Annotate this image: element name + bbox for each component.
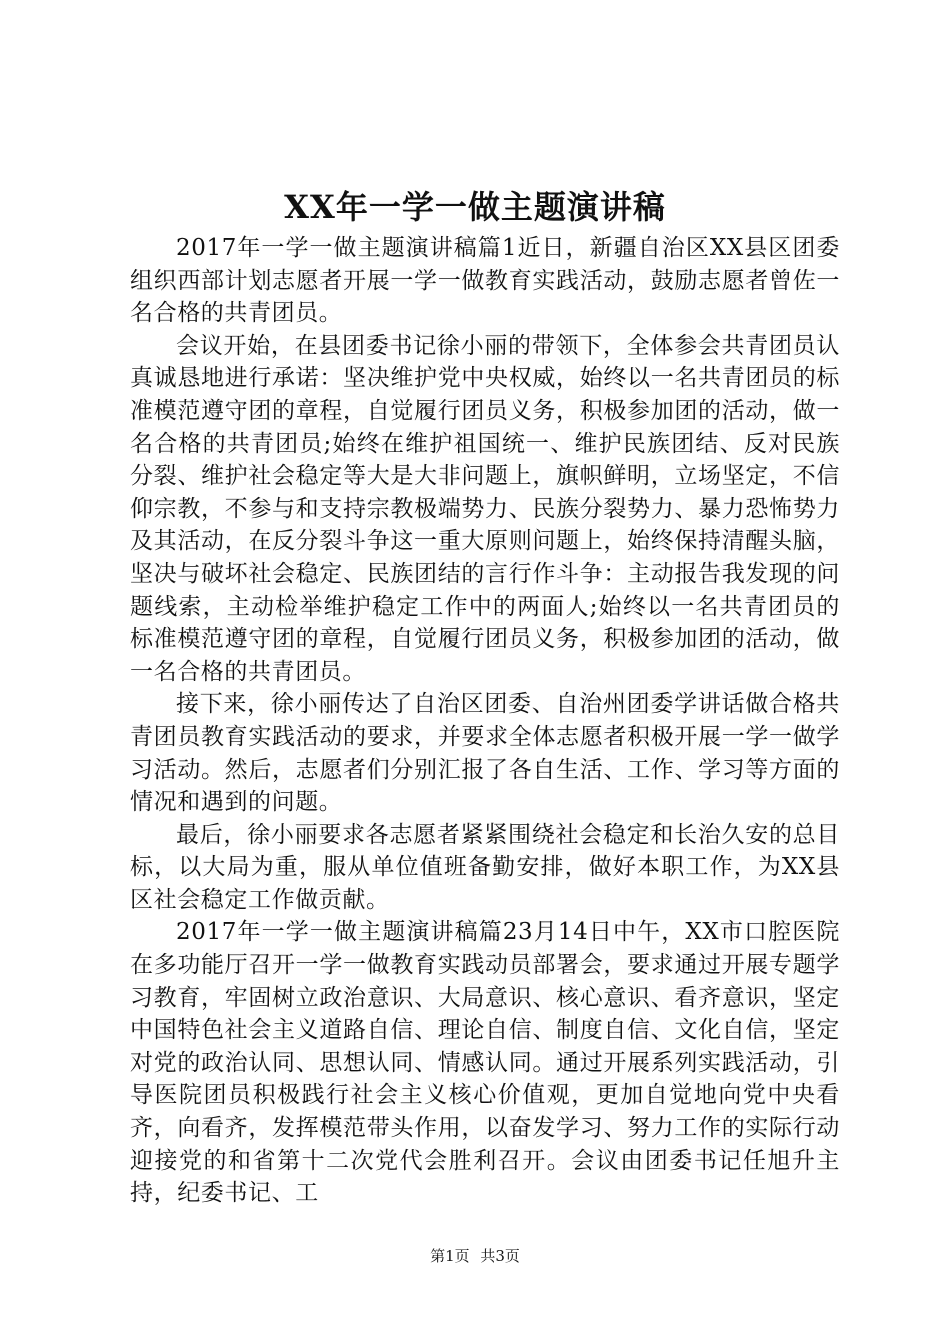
paragraph-1: 2017年一学一做主题演讲稿篇1近日，新疆自治区XX县区团委组织西部计划志愿者开展一学一做教育实践活动，鼓励志愿者曾佐一名合格的共青团员。 <box>130 235 840 327</box>
page-footer <box>0 1244 950 1268</box>
paragraph-3: 接下来，徐小丽传达了自治区团委、自治州团委学讲话做合格共青团员教育实践活动的要求，并要求全体志愿者积极开展一学一做学习活动。然后，志愿者们分别汇报了各自生活、工作、学习等方面的情况和遇到的问题。 <box>130 691 840 816</box>
page-number: 第1页 <box>430 1247 470 1265</box>
document-body <box>130 232 840 1210</box>
page-title: XX年一学一做主题演讲稿 <box>284 188 666 226</box>
paragraph-5: 2017年一学一做主题演讲稿篇23月14日中午，XX市口腔医院在多功能厅召开一学一做教育实践动员部署会，要求通过开展专题学习教育，牢固树立政治意识、大局意识、核心意识、看齐意识，坚定中国特色社会主义道路自信、理论自信、制度自信、文化自信，坚定对党的政治认同、思想认同、情感认同。通过开展系列实践活动，引导医院团员积极践行社会主义核心价值观，更加自觉地向党中央看齐，向看齐，发挥模范带头作用，以奋发学习、努力工作的实际行动迎接党的和省第十二次党代会胜利召开。会议由团委书记任旭升主持，纪委书记、工 <box>130 919 840 1207</box>
paragraph-4: 最后，徐小丽要求各志愿者紧紧围绕社会稳定和长治久安的总目标，以大局为重，服从单位值班备勤安排，做好本职工作，为XX县区社会稳定工作做贡献。 <box>130 821 840 913</box>
paragraph-2: 会议开始，在县团委书记徐小丽的带领下，全体参会共青团员认真诚恳地进行承诺：坚决维护党中央权威，始终以一名共青团员的标准模范遵守团的章程，自觉履行团员义务，积极参加团的活动，做一名合格的共青团员;始终在维护祖国统一、维护民族团结、反对民族分裂、维护社会稳定等大是大非问题上，旗帜鲜明，立场坚定，不信仰宗教，不参与和支持宗教极端势力、民族分裂势力、暴力恐怖势力及其活动，在反分裂斗争这一重大原则问题上，始终保持清醒头脑，坚决与破坏社会稳定、民族团结的言行作斗争：主动报告我发现的问题线索，主动检举维护稳定工作中的两面人;始终以一名共青团员的标准模范遵守团的章程，自觉履行团员义务，积极参加团的活动，做一名合格的共青团员。 <box>130 332 840 685</box>
page-total: 共3页 <box>480 1247 520 1265</box>
